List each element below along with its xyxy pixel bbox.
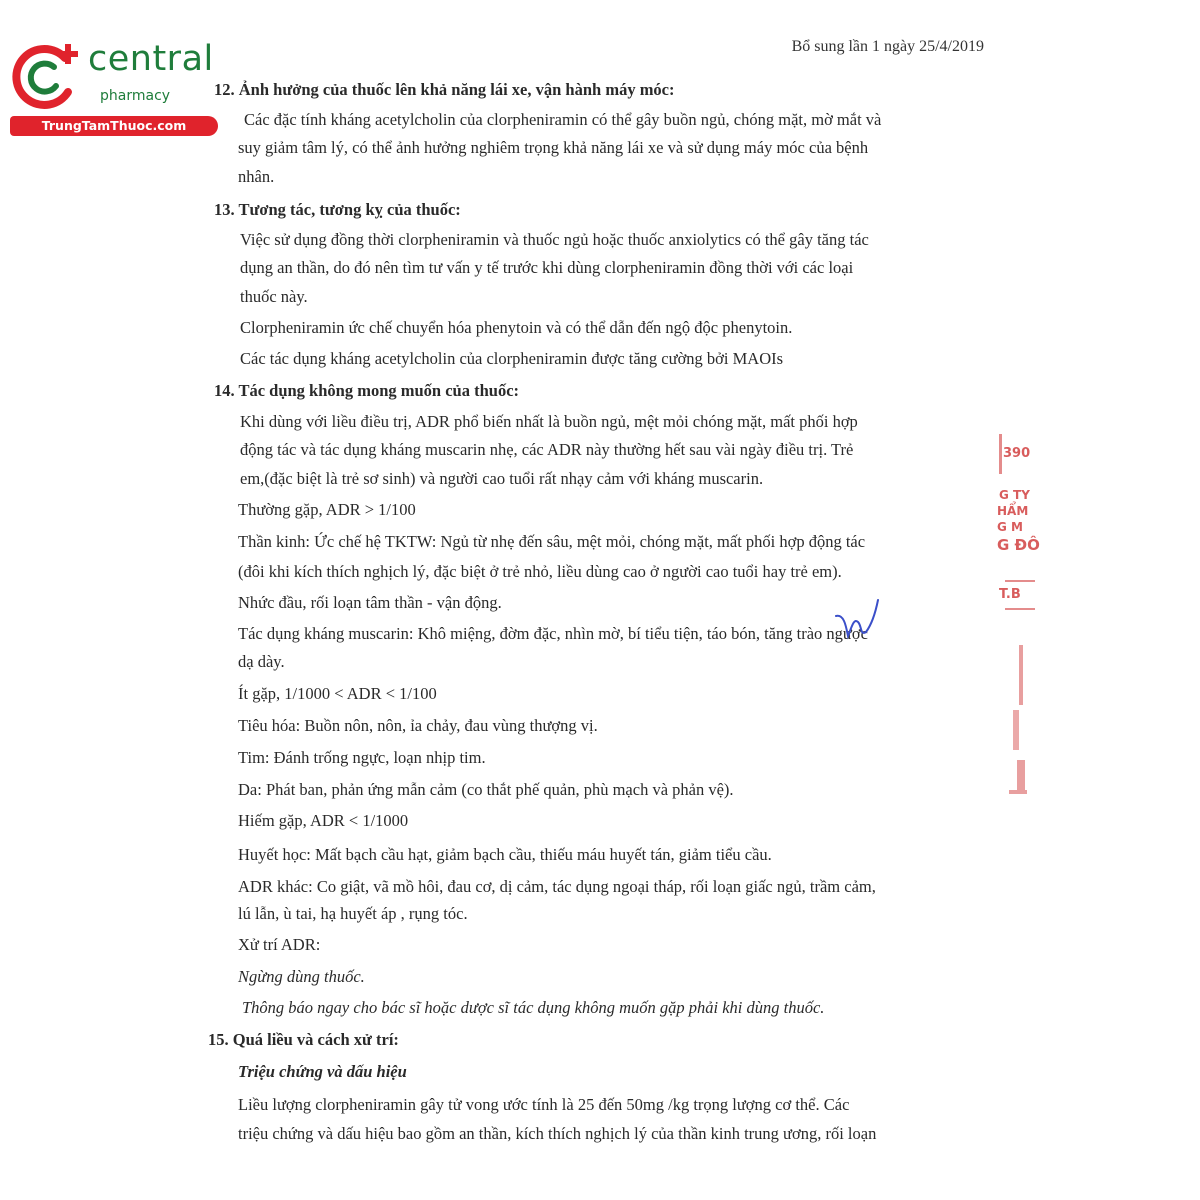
logo-brand-text: central	[88, 39, 214, 79]
text-line: dạ dày.	[238, 652, 285, 671]
text-line: (đôi khi kích thích nghịch lý, đặc biệt ở trẻ nhỏ, liều dùng cao ở người cao tuổi hay trẻ em).	[238, 562, 842, 581]
text-line: Da: Phát ban, phản ứng mẫn cảm (co thắt phế quản, phù mạch và phản vệ).	[238, 780, 734, 799]
text-line: Liều lượng clorpheniramin gây tử vong ước tính là 25 đến 50mg /kg trọng lượng cơ thể. Các	[238, 1095, 850, 1114]
text-line: động tác và tác dụng kháng muscarin nhẹ, các ADR này thường hết sau vài ngày điều trị. Trẻ	[240, 440, 854, 459]
stamp-text: G TY	[999, 488, 1030, 502]
stamp-text: G M	[997, 520, 1023, 534]
text-line: Thường gặp, ADR > 1/100	[238, 500, 416, 519]
text-line: Clorpheniramin ức chế chuyển hóa phenytoin và có thể dẫn đến ngộ độc phenytoin.	[240, 318, 793, 337]
logo-website-badge[interactable]: TrungTamThuoc.com	[10, 116, 218, 136]
text-line: Thần kinh: Ức chế hệ TKTW: Ngủ từ nhẹ đến sâu, mệt mỏi, chóng mặt, mất phối hợp động tác	[238, 532, 866, 551]
text-line: suy giảm tâm lý, có thể ảnh hưởng nghiêm trọng khả năng lái xe và sử dụng máy móc của bệnh	[238, 138, 869, 157]
handwritten-initial-icon	[832, 596, 892, 646]
section-heading: 12. Ảnh hưởng của thuốc lên khả năng lái xe, vận hành máy móc:	[214, 80, 675, 99]
text-line: dụng an thần, do đó nên tìm tư vấn y tế trước khi dùng clorpheniramin đồng thời với các loại	[240, 258, 854, 277]
text-line: Xử trí ADR:	[238, 935, 321, 954]
text-line: lú lẫn, ù tai, hạ huyết áp , rụng tóc.	[238, 904, 468, 923]
stamp-text: G ĐÔ	[997, 536, 1040, 554]
section-heading: 13. Tương tác, tương kỵ của thuốc:	[214, 200, 461, 219]
text-line: Hiếm gặp, ADR < 1/1000	[238, 811, 409, 830]
text-line: Các đặc tính kháng acetylcholin của clorpheniramin có thể gây buồn ngủ, chóng mặt, mờ mắt và	[244, 110, 882, 129]
stamp-text: T.B	[999, 587, 1021, 602]
revision-note: Bổ sung lần 1 ngày 25/4/2019	[791, 38, 984, 55]
text-line: triệu chứng và dấu hiệu bao gồm an thần, kích thích nghịch lý của thần kinh trung ương, rối loạn	[238, 1124, 877, 1143]
stamp-text: HẨM	[997, 504, 1029, 518]
text-line: em,(đặc biệt là trẻ sơ sinh) và người cao tuổi rất nhạy cảm với kháng muscarin.	[240, 469, 764, 488]
section-heading: 15. Quá liều và cách xử trí:	[208, 1030, 399, 1049]
text-line: Thông báo ngay cho bác sĩ hoặc dược sĩ tác dụng không muốn gặp phải khi dùng thuốc.	[242, 998, 825, 1017]
text-line: Ít gặp, 1/1000 < ADR < 1/100	[238, 684, 437, 703]
text-line: Việc sử dụng đồng thời clorpheniramin và thuốc ngủ hoặc thuốc anxiolytics có thể gây tăng tác	[240, 230, 869, 249]
subheading: Triệu chứng và dấu hiệu	[238, 1062, 407, 1081]
text-line: Tác dụng kháng muscarin: Khô miệng, đờm đặc, nhìn mờ, bí tiểu tiện, táo bón, tăng trào ngược	[238, 624, 868, 643]
text-line: Tim: Đánh trống ngực, loạn nhịp tim.	[238, 748, 486, 767]
text-line: Tiêu hóa: Buồn nôn, nôn, ỉa chảy, đau vùng thượng vị.	[238, 716, 598, 735]
text-line: nhân.	[238, 167, 275, 186]
section-heading: 14. Tác dụng không mong muốn của thuốc:	[214, 381, 520, 400]
logo-sub-text: pharmacy	[100, 88, 171, 104]
text-line: Các tác dụng kháng acetylcholin của clorpheniramin được tăng cường bởi MAOIs	[240, 349, 784, 368]
text-line: thuốc này.	[240, 287, 308, 306]
red-stamp-fragment	[995, 430, 1040, 810]
text-line: Huyết học: Mất bạch cầu hạt, giảm bạch cầu, thiếu máu huyết tán, giảm tiểu cầu.	[238, 845, 772, 864]
stamp-text: 390	[1003, 446, 1031, 461]
text-line: Nhức đầu, rối loạn tâm thần - vận động.	[238, 593, 502, 612]
text-line: Khi dùng với liều điều trị, ADR phổ biến nhất là buồn ngủ, mệt mỏi chóng mặt, mất phối hợp	[240, 412, 858, 431]
text-line: ADR khác: Co giật, vã mồ hôi, đau cơ, dị cảm, tác dụng ngoại tháp, rối loạn giấc ngủ, trầm cảm,	[238, 877, 876, 896]
text-line: Ngừng dùng thuốc.	[238, 967, 365, 986]
